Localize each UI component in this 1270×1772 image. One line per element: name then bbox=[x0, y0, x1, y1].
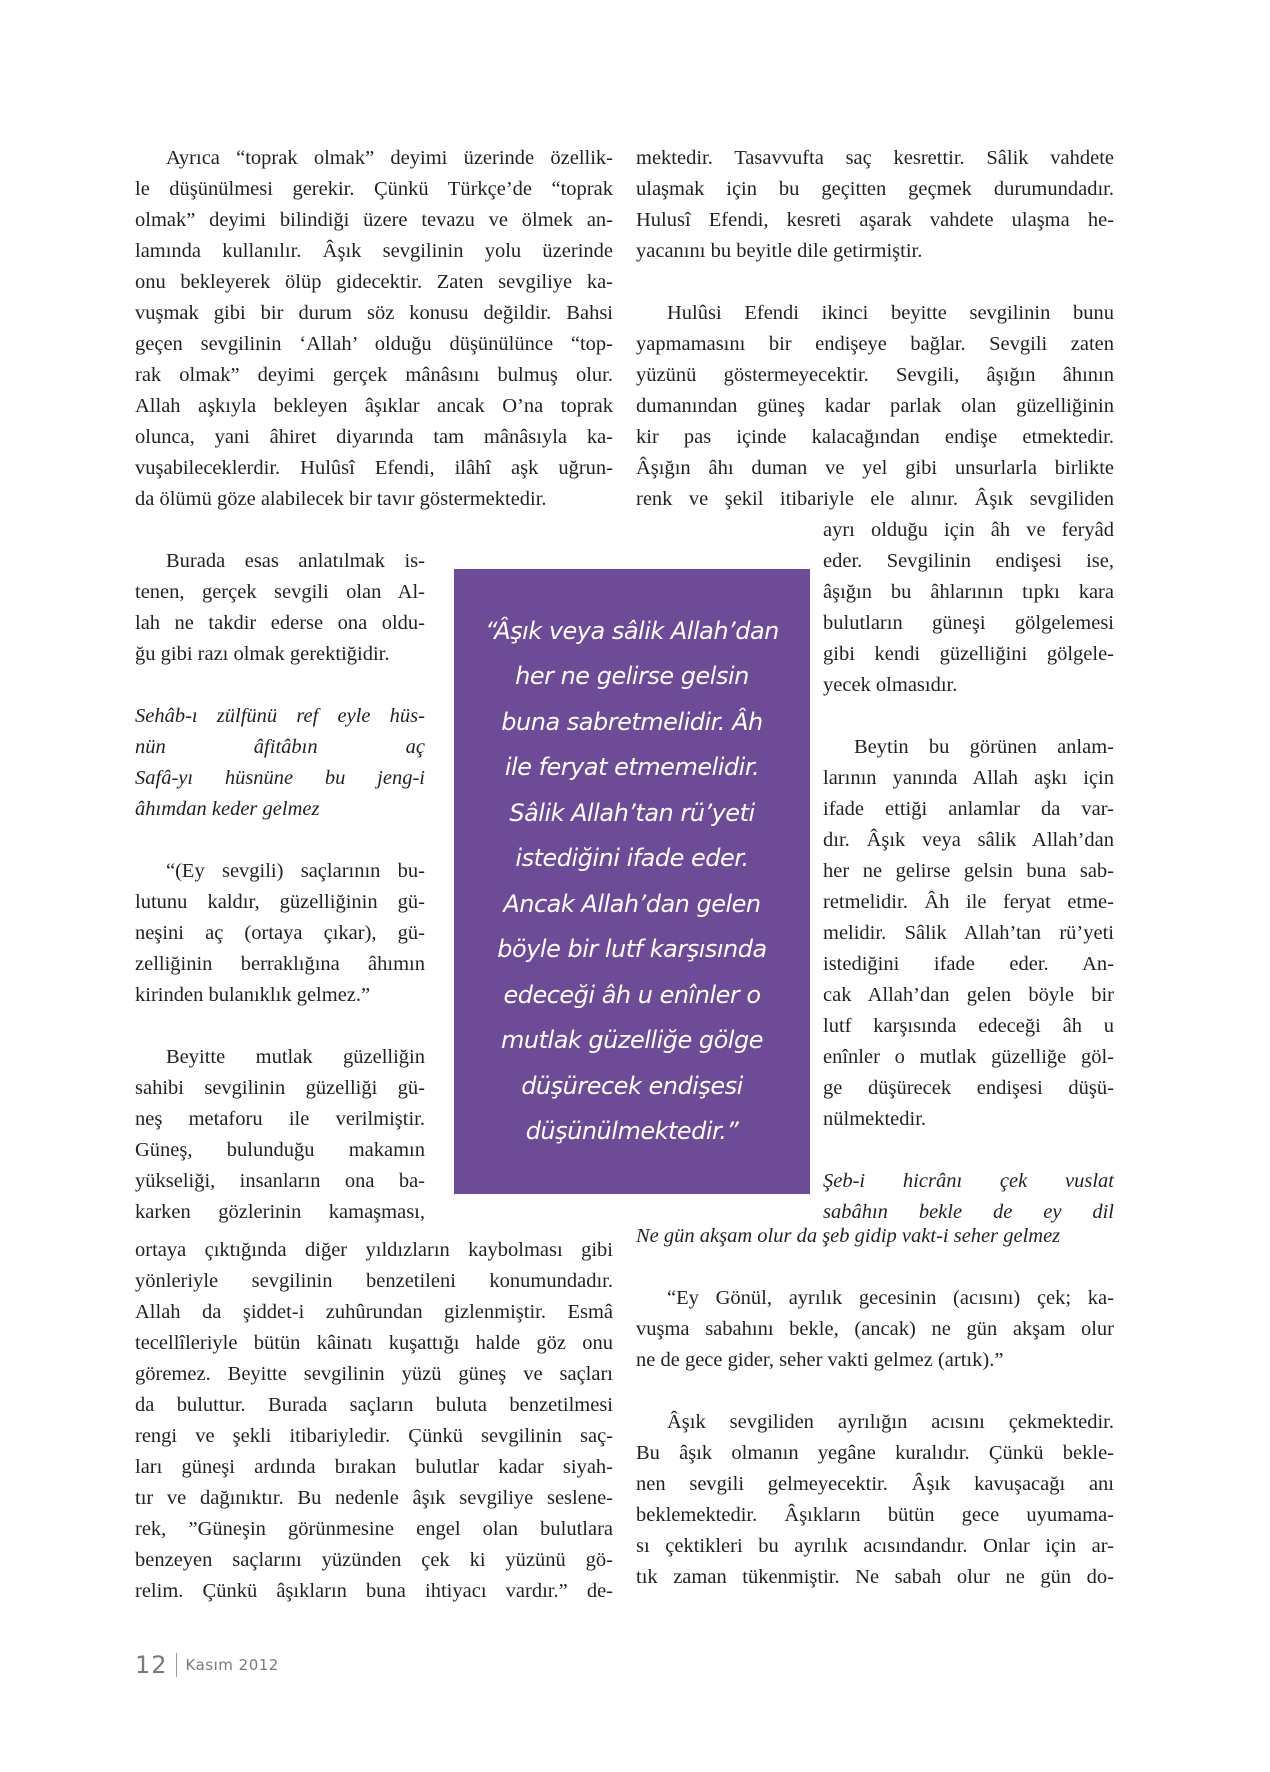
pull-quote-line: Ancak Allah’dan gelen bbox=[503, 889, 761, 918]
text-line: Beytin bu görünen anlam- bbox=[854, 736, 1114, 758]
text-line: kirinden bulanıklık gelmez.” bbox=[135, 984, 371, 1006]
text-line: Hulûsi Efendi ikinci beyitte sevgilinin bunu bbox=[667, 302, 1114, 324]
text-line: nen sevgili gelmeyecektir. Âşık kavuşacağı anı bbox=[636, 1473, 1114, 1495]
text-line: retmelidir. Âh ile feryat etme- bbox=[823, 891, 1114, 913]
text-line: her ne gelirse gelsin buna sab- bbox=[823, 860, 1114, 882]
pull-quote-line: istediğini ifade eder. bbox=[515, 844, 749, 872]
text-line: Bu âşık olmanın yegâne kuralıdır. Çünkü bekle- bbox=[636, 1442, 1114, 1464]
paragraph bbox=[636, 1407, 1114, 1593]
text-line: lamında kullanılır. Âşık sevgilinin yolu üzerinde bbox=[135, 240, 613, 262]
paragraph bbox=[135, 546, 425, 670]
text-line: geçen sevgilinin ‘Allah’ olduğu düşünülünce “top- bbox=[135, 333, 613, 355]
text-line: le düşünülmesi gerekir. Çünkü Türkçe’de “toprak bbox=[135, 178, 613, 200]
page-footer bbox=[135, 1651, 279, 1679]
text-line: âhımdan keder gelmez bbox=[135, 798, 320, 820]
text-line: ayrı olduğu için âh ve feryâd bbox=[823, 519, 1114, 541]
left-column-narrow bbox=[135, 546, 425, 1228]
text-line: tenen, gerçek sevgili olan Al- bbox=[135, 581, 425, 603]
text-line: cak Allah’dan gelen böyle bir bbox=[823, 984, 1114, 1006]
text-line: “(Ey sevgili) saçlarının bu- bbox=[166, 860, 425, 882]
text-line: tecellîleriyle bütün kâinatı kuşattığı halde göz onu bbox=[135, 1332, 613, 1354]
issue-date: Kasım 2012 bbox=[185, 1656, 279, 1674]
text-line: âşığın bu âhlarının tıpkı kara bbox=[823, 581, 1114, 603]
text-line: Şeb-i hicrânı çek vuslat bbox=[823, 1170, 1114, 1192]
paragraph bbox=[135, 1042, 425, 1228]
text-line: dır. Âşık veya sâlik Allah’dan bbox=[823, 829, 1114, 851]
pull-quote-line: her ne gelirse gelsin bbox=[515, 662, 749, 690]
text-line: zelliğinin berraklığına âhımın bbox=[135, 953, 425, 975]
paragraph bbox=[823, 732, 1114, 1135]
text-line: “Ey Gönül, ayrılık gecesinin (acısını) çek; ka- bbox=[667, 1287, 1114, 1309]
pull-quote-line: böyle bir lutf karşısında bbox=[497, 935, 767, 963]
text-line: Güneş, bulunduğu makamın bbox=[135, 1139, 425, 1161]
text-line: sı çektikleri bu ayrılık acısındandır. Onlar için ar- bbox=[636, 1535, 1114, 1557]
text-line: benzeyen saçlarını yüzünden çek ki yüzünü gö- bbox=[135, 1549, 613, 1571]
right-column-bottom bbox=[636, 1221, 1114, 1593]
paragraph bbox=[135, 143, 613, 515]
pull-quote-line: ile feryat etmemelidir. bbox=[504, 753, 760, 781]
paragraph bbox=[636, 298, 1114, 515]
text-line: bulutların güneşi gölgelemesi bbox=[823, 612, 1114, 634]
text-line: mektedir. Tasavvufta saç kesrettir. Sâlik vahdete bbox=[636, 147, 1114, 169]
text-line: yapmamasını bir endişeye bağlar. Sevgili zaten bbox=[636, 333, 1114, 355]
text-line: rek, ”Güneşin görünmesine engel olan bulutlara bbox=[135, 1518, 613, 1540]
verse-line: Ne gün akşam olur da şeb gidip vakt-i seher gelmez bbox=[636, 1225, 1061, 1247]
text-line: tır ve dağınıktır. Bu nedenle âşık sevgiliye seslene- bbox=[135, 1487, 613, 1509]
footer-divider bbox=[176, 1653, 177, 1677]
text-line: Allah da şiddet-i zuhûrundan gizlenmiştir. Esmâ bbox=[135, 1301, 613, 1323]
paragraph-continued bbox=[636, 143, 1114, 267]
text-line: tık zaman tükenmiştir. Ne sabah olur ne gün do- bbox=[636, 1566, 1114, 1588]
paragraph-continued bbox=[135, 1235, 613, 1607]
text-line: Safâ-yı hüsnüne bu jeng-i bbox=[135, 767, 425, 789]
text-line: lah ne takdir ederse ona oldu- bbox=[135, 612, 425, 634]
pull-quote-line: düşünülmektedir.” bbox=[525, 1117, 739, 1145]
text-line: Hulusî Efendi, kesreti aşarak vahdete ulaşma he- bbox=[636, 209, 1114, 231]
text-line: sabâhın bekle de ey dil bbox=[823, 1201, 1114, 1223]
text-line: ları güneşi ardında bırakan bulutlar kadar siyah- bbox=[135, 1456, 613, 1478]
text-line: yecek olmasıdır. bbox=[823, 674, 958, 696]
text-line: nün âfitâbın aç bbox=[135, 736, 425, 758]
text-line: göremez. Beyitte sevgilinin yüzü güneş ve saçları bbox=[135, 1363, 613, 1385]
text-line: lutunu kaldır, güzelliğinin gü- bbox=[135, 891, 425, 913]
text-line: rengi ve şekli itibariyledir. Çünkü sevgilinin saç- bbox=[135, 1425, 613, 1447]
text-line: gibi kendi güzelliğini gölgele- bbox=[823, 643, 1114, 665]
text-line: beklemektedir. Âşıkların bütün gece uyumama- bbox=[636, 1504, 1114, 1526]
text-line: onu bekleyerek ölüp gidecektir. Zaten sevgiliye ka- bbox=[135, 271, 613, 293]
left-column-bottom bbox=[135, 1235, 613, 1607]
text-line: ğu gibi razı olmak gerektiğidir. bbox=[135, 643, 390, 665]
text-line: Âşık sevgiliden ayrılığın acısını çekmektedir. bbox=[667, 1411, 1114, 1433]
text-line: olmak” deyimi bilindiği üzere tevazu ve ölmek an- bbox=[135, 209, 613, 231]
text-line: larının yanında Allah aşkı için bbox=[823, 767, 1114, 789]
text-line: Beyitte mutlak güzelliğin bbox=[166, 1046, 425, 1068]
pull-quote-line: buna sabretmelidir. Âh bbox=[501, 707, 763, 736]
text-line: Allah aşkıyla bekleyen âşıklar ancak O’na toprak bbox=[135, 395, 613, 417]
left-column-top bbox=[135, 143, 613, 515]
text-line: ifade ettiği anlamlar da var- bbox=[823, 798, 1114, 820]
pull-quote-line: “Âşık veya sâlik Allah’dan bbox=[485, 616, 779, 645]
text-line: ge düşürecek endişesi düşü- bbox=[823, 1077, 1114, 1099]
pull-quote-line: düşürecek endişesi bbox=[521, 1071, 743, 1100]
text-line: ulaşmak için bu geçitten geçmek durumundadır. bbox=[636, 178, 1114, 200]
text-line: da buluttur. Burada saçların buluta benzetilmesi bbox=[135, 1394, 613, 1416]
text-line: Sehâb-ı zülfünü ref eyle hüs- bbox=[135, 705, 425, 727]
text-line: Burada esas anlatılmak is- bbox=[166, 550, 425, 572]
pull-quote-line: edeceği âh u enînler o bbox=[503, 980, 761, 1009]
text-line: istediğini ifade eder. An- bbox=[823, 953, 1114, 975]
text-line: yüzünü göstermeyecektir. Sevgili, âşığın âhının bbox=[636, 364, 1114, 386]
paragraph bbox=[135, 856, 425, 1011]
pull-quote-box bbox=[454, 569, 810, 1194]
text-line: vuşmak gibi bir durum söz konusu değildir. Bahsi bbox=[135, 302, 613, 324]
text-line: ne de gece gider, seher vakti gelmez (artık).” bbox=[636, 1349, 1004, 1371]
text-line: relim. Çünkü âşıkların buna ihtiyacı vardır.” de- bbox=[135, 1580, 613, 1602]
text-line: melidir. Sâlik Allah’tan rü’yeti bbox=[823, 922, 1114, 944]
text-line: lutf karşısında edeceği âh u bbox=[823, 1015, 1114, 1037]
text-line: neş metaforu ile verilmiştir. bbox=[135, 1108, 425, 1130]
text-line: sahibi sevgilinin güzelliği gü- bbox=[135, 1077, 425, 1099]
paragraph bbox=[636, 1283, 1114, 1376]
right-column-top bbox=[636, 143, 1114, 515]
text-line: rak olmak” deyimi gerçek mânâsını bulmuş olur. bbox=[135, 364, 613, 386]
text-line: karken gözlerinin kamaşması, bbox=[135, 1201, 425, 1223]
text-line: Ayrıca “toprak olmak” deyimi üzerinde özellik- bbox=[166, 147, 613, 169]
text-line: yönleriyle sevgilinin benzetileni konumundadır. bbox=[135, 1270, 613, 1292]
text-line: vuşabileceklerdir. Hulûsî Efendi, ilâhî aşk uğrun- bbox=[135, 457, 613, 479]
right-column-narrow bbox=[823, 515, 1114, 1228]
text-line: enînler o mutlak güzelliğe göl- bbox=[823, 1046, 1114, 1068]
text-line: yükseliği, insanların ona ba- bbox=[135, 1170, 425, 1192]
text-line: Âşığın âhı duman ve yel gibi unsurlarla birlikte bbox=[636, 457, 1114, 479]
text-line: neşini aç (ortaya çıkar), gü- bbox=[135, 922, 425, 944]
pull-quote-line: mutlak güzelliğe gölge bbox=[501, 1026, 763, 1054]
text-line: ortaya çıktığında diğer yıldızların kaybolması gibi bbox=[135, 1239, 613, 1261]
page-number: 12 bbox=[135, 1651, 168, 1679]
text-line: kir pas içinde kalacağından endişe etmektedir. bbox=[636, 426, 1114, 448]
text-line: yacanını bu beyitle dile getirmiştir. bbox=[636, 240, 923, 262]
verse-stanza bbox=[135, 701, 425, 825]
text-line: dumanından güneş kadar parlak olan güzelliğinin bbox=[636, 395, 1114, 417]
text-line: renk ve şekil itibariyle ele alınır. Âşık sevgiliden bbox=[636, 488, 1114, 510]
text-line: eder. Sevgilinin endişesi ise, bbox=[823, 550, 1114, 572]
text-line: vuşma sabahını bekle, (ancak) ne gün akşam olur bbox=[636, 1318, 1114, 1340]
paragraph-continued bbox=[823, 515, 1114, 701]
text-line: da ölümü göze alabilecek bir tavır göstermektedir. bbox=[135, 488, 547, 510]
pull-quote-text bbox=[463, 609, 801, 1155]
text-line: nülmektedir. bbox=[823, 1108, 927, 1130]
pull-quote-line: Sâlik Allah’tan rü’yeti bbox=[509, 798, 755, 827]
verse-stanza bbox=[823, 1166, 1114, 1228]
text-line: olunca, yani âhiret diyarında tam mânâsıyla ka- bbox=[135, 426, 613, 448]
